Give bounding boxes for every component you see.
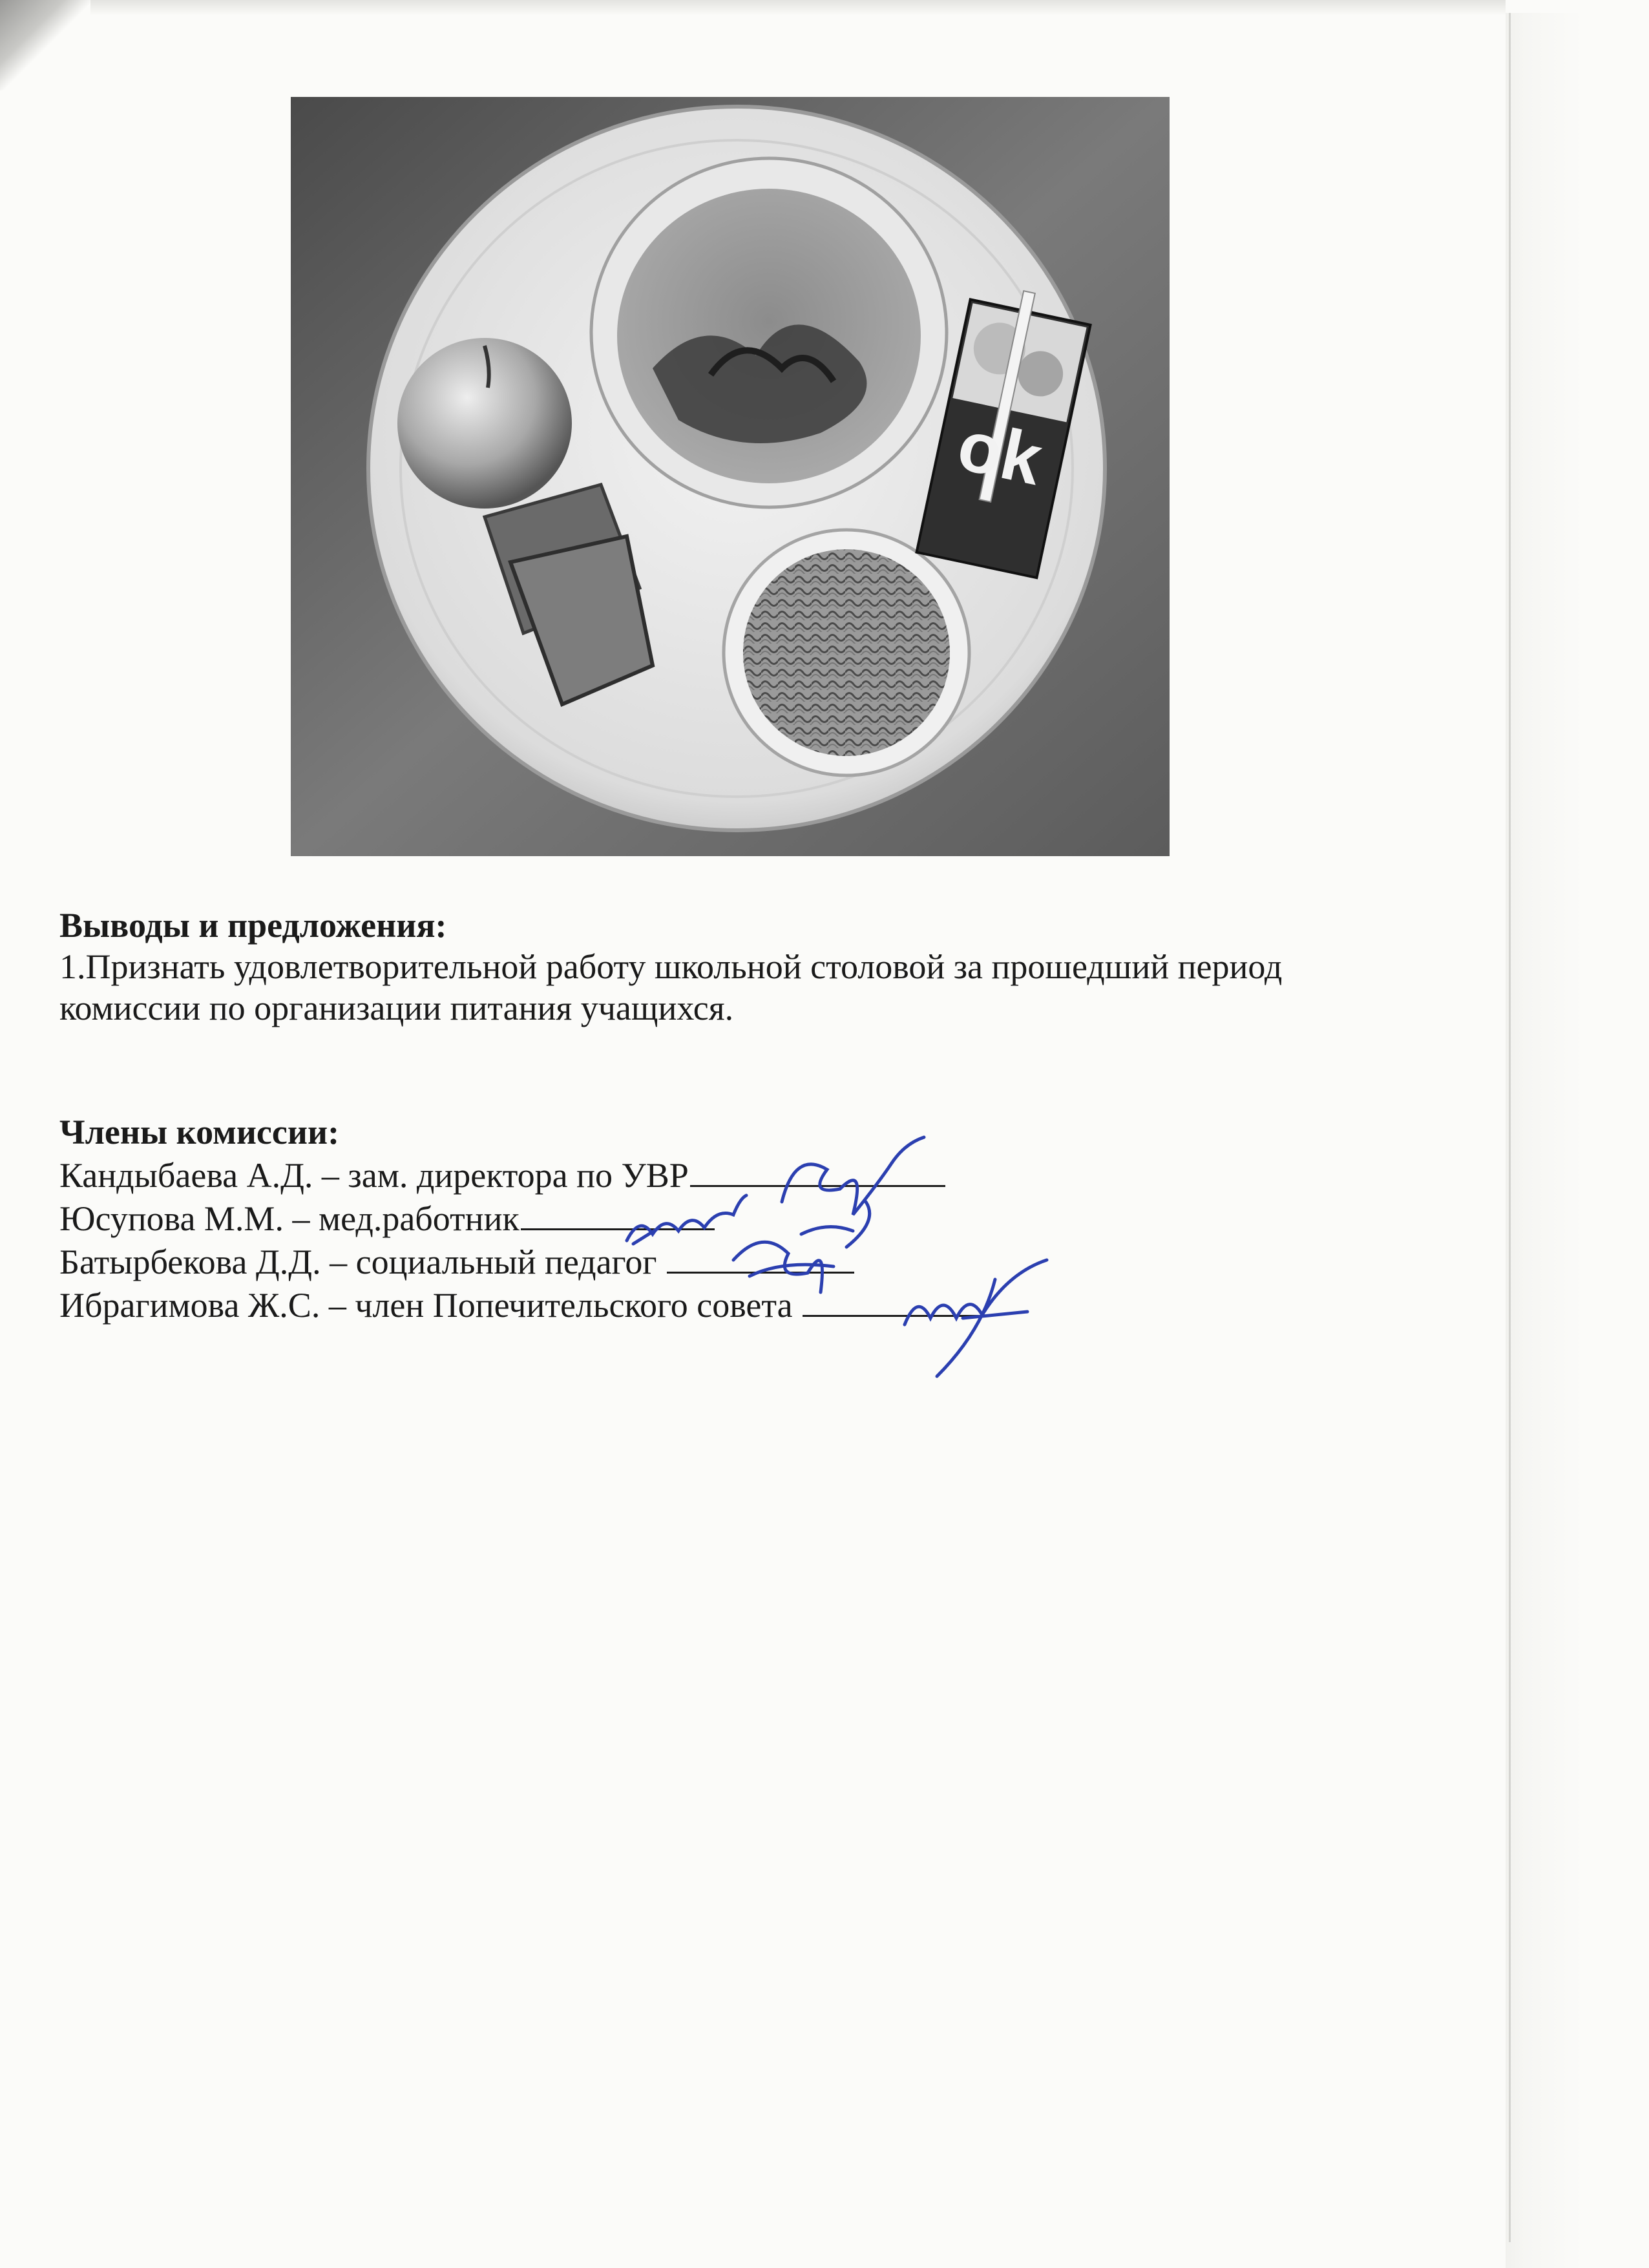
- conclusions-section: [59, 905, 1282, 1029]
- commission-section: [59, 1111, 987, 1326]
- commission-member-row: [59, 1196, 987, 1239]
- conclusions-heading: Выводы и предложения:: [59, 906, 447, 945]
- juice-brand-text: ok: [951, 405, 1049, 501]
- scan-corner-shadow: [0, 0, 90, 90]
- lunch-photo-drawing: [291, 97, 1170, 856]
- commission-member-name: Юсупова М.М. – мед.работник: [59, 1199, 520, 1238]
- signature-line: [667, 1239, 854, 1274]
- conclusions-line-2: комиссии по организации питания учащихся.: [59, 989, 734, 1027]
- scan-top-shadow: [90, 0, 1506, 16]
- commission-heading: Члены комиссии:: [59, 1113, 340, 1151]
- scan-edge-shadow: [1506, 13, 1649, 2268]
- commission-member-name: Батырбекова Д.Д. – социальный педагог: [59, 1243, 666, 1281]
- conclusions-line-1: 1.Признать удовлетворительной работу школьной столовой за прошедший период: [59, 947, 1283, 986]
- signature-line: [521, 1196, 715, 1230]
- commission-member-row: [59, 1239, 987, 1283]
- signature-line: [803, 1283, 987, 1317]
- scan-edge-line: [1509, 13, 1511, 2242]
- commission-member-row: [59, 1283, 987, 1326]
- commission-member-name: Кандыбаева А.Д. – зам. директора по УВР: [59, 1156, 689, 1195]
- commission-member-row: [59, 1153, 987, 1196]
- signature-line: [690, 1153, 945, 1187]
- commission-member-name: Ибрагимова Ж.С. – член Попечительского совета: [59, 1286, 802, 1325]
- lunch-photo: [291, 97, 1170, 856]
